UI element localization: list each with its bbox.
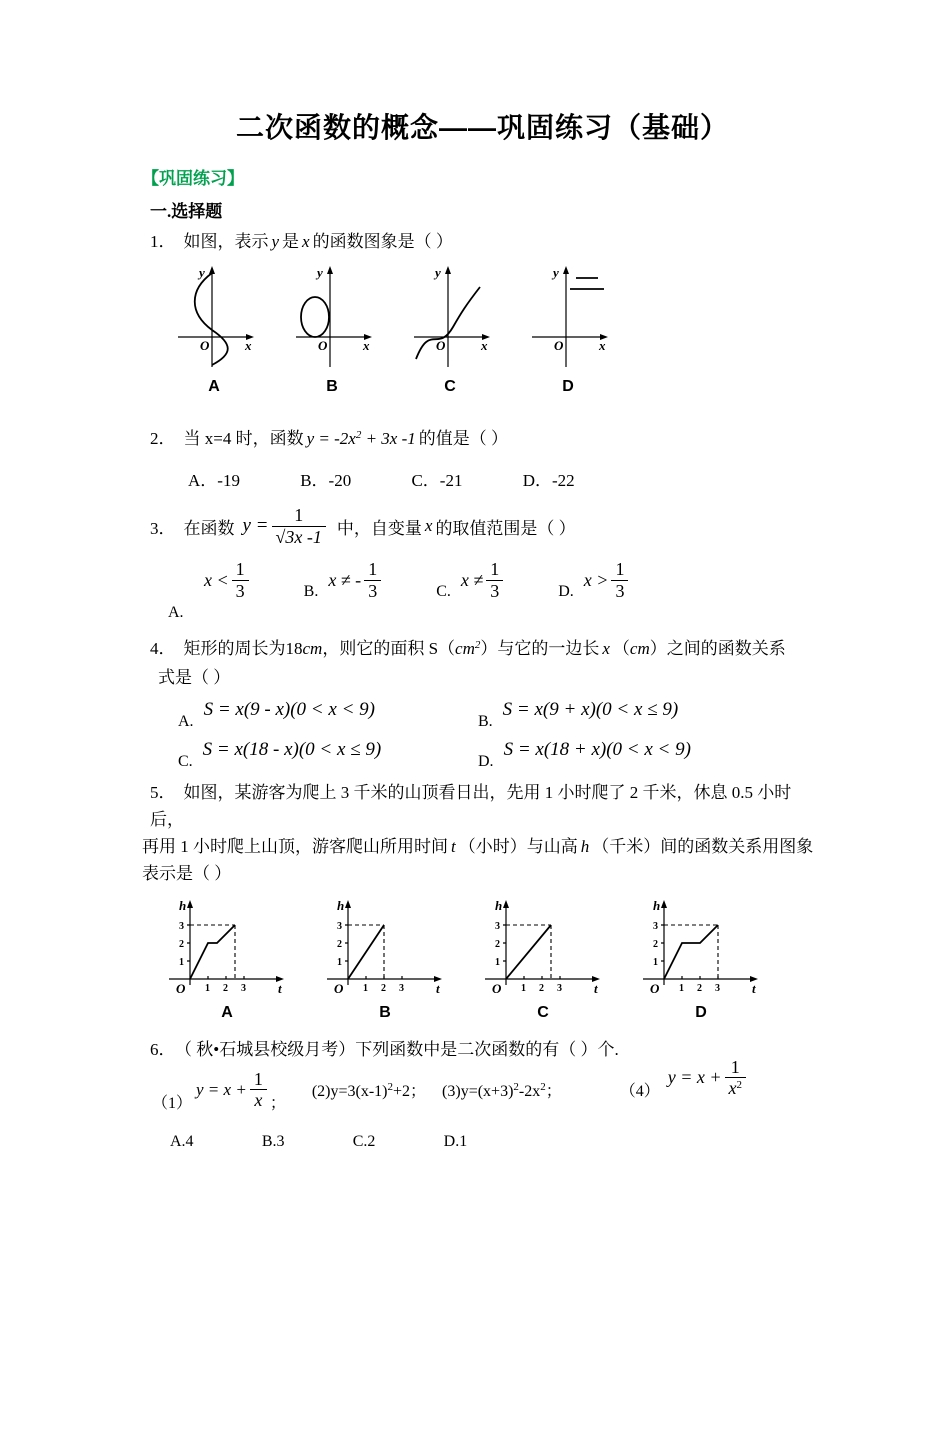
q3-option-d [558,559,631,601]
q4-option-c: C. S = x(18 - x)(0 < x ≤ 9) [178,738,382,770]
question-2-number: 2． [150,429,176,448]
q1-graph-c-label: C [444,378,456,395]
x-axis-label: x [245,338,252,353]
axis-tick-label: 3 [179,920,184,932]
q6-item4-fraction: $\frac{1}{x^2}$ [725,1057,747,1099]
t-axis-label: t [278,980,282,996]
q3-d-lhs: x > [583,570,609,591]
q4-unit-cm2-exponent: 2 [474,638,481,651]
q1-graph-b [290,263,374,371]
q1-graph-d-label: D [562,378,574,395]
h-axis-label: h [337,897,345,913]
q6-item4-formula: y = x + $\frac{1}{x^2}$ [668,1057,749,1099]
q5-line2-b: （小时）与山高 [458,836,578,856]
origin-label: O [334,980,344,996]
question-6-items [152,1056,825,1113]
radical-sign: √ [275,526,286,547]
q5-line3: 表示是（ ） [142,863,232,883]
axis-tick-label: 1 [363,982,368,994]
q2-option-d: D．-22 [522,471,575,490]
q6-item1-label: （1） [152,1095,193,1113]
q1-graph-b-label: B [326,378,338,395]
q1-graph-b-cell [290,263,374,396]
axis-tick-label: 2 [223,982,228,994]
q1-text-mid: 是 [282,232,300,251]
q3-a-lhs: x < [204,570,229,591]
question-4-options [178,698,825,770]
q6-option-b: B.3 [261,1133,285,1151]
q3-b-fraction: $\frac{1}{3}$ [364,559,381,601]
h-axis-label: h [653,897,661,913]
q1-var-x: x [302,232,310,251]
x-axis-label: x [599,338,606,353]
q3-frac-denominator [272,527,326,548]
q3-frac-numerator: 1 [272,505,326,527]
question-2-options [188,466,825,491]
q3-c-fraction: $\frac{1}{3}$ [486,559,503,601]
q4-option-b: B. S = x(9 + x)(0 < x ≤ 9) [478,698,679,730]
question-4-line1 [150,632,825,662]
axis-tick-label: 1 [205,982,210,994]
t-axis-label: t [752,980,756,996]
question-1-text [150,228,825,255]
q3-option-a-expression [204,559,252,601]
q5-line2 [142,833,825,860]
x-axis-label: x [481,338,488,353]
q3-text-pre: 在函数 [183,518,235,538]
q5-graph-c [482,897,604,997]
axis-tick-label: 3 [653,920,658,932]
question-6-number: 6． [150,1039,176,1059]
radicand: 3x -1 [285,526,322,547]
question-3-options [204,559,825,601]
q4-var-x: x [602,638,610,658]
q5-graph-a-cell [166,897,288,1022]
q2-formula-part2: + 3x -1 [361,429,416,448]
origin-label: O [436,338,446,353]
q5-line1 [150,779,825,833]
q1-graph-d [526,263,610,371]
axis-tick-label: 1 [521,982,526,994]
q2-formula [304,429,419,448]
axis-tick-label: 1 [679,982,684,994]
q1-graph-d-cell [526,263,610,396]
q5-graph-d-label: D [695,1003,707,1021]
axis-tick-label: 3 [557,982,562,994]
question-5-text [140,779,825,887]
axis-tick-label: 1 [653,956,658,968]
q3-text-post: 的取值范围是（ ） [435,518,576,538]
axis-tick-label: 1 [337,956,342,968]
axis-tick-label: 2 [697,982,702,994]
q6-item4-label: （4） [619,1083,660,1101]
q2-text-post: 的值是（ ） [418,429,509,448]
y-axis-label: y [553,265,559,280]
q5-graph-c-cell [482,897,604,1022]
t-axis-label: t [594,980,598,996]
q6-option-a: A.4 [170,1133,194,1151]
q1-graph-a [172,263,256,371]
axis-tick-label: 2 [337,938,342,950]
page-title: 二次函数的概念——巩固练习（基础） [235,112,729,143]
q3-formula-lhs: y = [242,515,269,537]
q1-text-pre: 如图，表示 [183,232,269,251]
q1-var-y: y [271,232,280,251]
question-5-graphs [166,897,825,1022]
axis-tick-label: 3 [399,982,404,994]
origin-label: O [554,338,564,353]
h-axis-label: h [179,897,187,913]
q1-text-post: 的函数图象是（ ） [312,232,453,251]
q6-item1-separator: ； [269,1095,286,1113]
q3-d-label: D. [558,582,574,600]
q5-graph-a [166,897,288,997]
axis-tick-label: 2 [179,938,184,950]
axis-tick-label: 3 [715,982,720,994]
q6-text: （ 秋•石城县校级月考）下列函数中是二次函数的有（ ）个. [183,1039,619,1059]
q5-graph-b-cell [324,897,446,1022]
axis-tick-label: 3 [337,920,342,932]
origin-label: O [650,980,660,996]
question-2-text [150,422,825,452]
axis-tick-label: 2 [381,982,386,994]
axis-tick-label: 2 [539,982,544,994]
q3-c-label: C. [436,582,451,600]
q3-a-fraction: $\frac{1}{3}$ [232,559,249,601]
q4-option-a: A. S = x(9 - x)(0 < x < 9) [178,698,375,730]
worksheet-page [0,106,950,1450]
axis-tick-label: 2 [495,938,500,950]
q6-option-c: C.2 [352,1133,376,1151]
q4-text-e: ）之间的函数关系 [649,638,786,658]
q3-option-c [436,559,506,601]
subsection-multiple-choice: 一.选择题 [150,202,223,221]
q2-formula-part1: y = -2x [306,429,356,448]
question-5-number: 5． [150,782,176,802]
question-4-number: 4． [150,638,176,658]
q1-graph-a-cell [172,263,256,396]
q5-line1-text: 如图，某游客为爬上 3 千米的山顶看日出，先用 1 小时爬了 2 千米，休息 0.5 小时后， [150,782,792,829]
q1-graph-a-label: A [208,378,220,395]
q5-var-h: h [580,836,590,856]
question-6-options [170,1131,825,1151]
q3-b-label: B. [303,582,319,600]
x-axis-label: x [363,338,370,353]
origin-label: O [318,338,328,353]
h-axis-label: h [495,897,503,913]
q2-formula-exponent: 2 [355,429,362,441]
q2-option-a: A．-19 [188,471,240,490]
question-3-text [150,505,825,547]
q6-option-d: D.1 [443,1133,468,1151]
q3-formula-fraction [272,505,326,547]
q4-unit-cm1: cm [302,638,323,658]
q5-graph-a-label: A [221,1003,233,1021]
section-header: 【巩固练习】 [142,169,244,188]
q2-option-b: B．-20 [300,471,352,490]
axis-tick-label: 3 [495,920,500,932]
q5-graph-b-label: B [379,1003,391,1021]
q3-formula [243,505,329,547]
q2-option-c: C．-21 [411,471,463,490]
question-1-graphs [172,263,825,396]
axis-tick-label: 1 [495,956,500,968]
q6-item3: $(3)y=(x+3)^2-2x^2$； [442,1081,562,1101]
q5-graph-c-label: C [537,1003,549,1021]
question-1-number: 1． [150,232,176,251]
q6-item1-fraction: $\frac{1}{x}$ [250,1069,267,1111]
q5-line2-c: （千米）间的函数关系用图象 [592,836,814,856]
t-axis-label: t [436,980,440,996]
y-axis-label: y [317,265,323,280]
origin-label: O [176,980,186,996]
axis-tick-label: 2 [653,938,658,950]
q4-unit-cm3: cm [629,638,650,658]
origin-label: O [492,980,502,996]
question-3-number: 3． [150,518,176,538]
question-4-line2: 式是（ ） [158,667,231,687]
q4-text-d: （ [612,638,630,658]
axis-tick-label: 3 [241,982,246,994]
q3-c-lhs: x ≠ [460,570,484,591]
q4-text-c: ）与它的一边长 [480,638,600,658]
y-axis-label: y [199,265,205,280]
q2-text-pre: 当 x=4 时，函数 [183,429,304,448]
q4-option-d: D. S = x(18 + x)(0 < x < 9) [478,738,691,770]
q3-d-fraction: $\frac{1}{3}$ [611,559,628,601]
q1-graph-c [408,263,492,371]
q3-text-mid: 中，自变量 [336,518,422,538]
q6-item1-lhs: y = x + [196,1079,247,1099]
q3-option-a-label: A. [168,603,184,621]
q5-graph-d [640,897,762,997]
q3-b-lhs: x ≠ - [328,570,362,591]
q5-graph-b [324,897,446,997]
q4-text-b: ，则它的面积 S（ [322,638,456,658]
origin-label: O [200,338,210,353]
q4-text-a: 矩形的周长为18 [183,638,303,658]
axis-tick-label: 1 [179,956,184,968]
q1-graph-c-cell [408,263,492,396]
q5-graph-d-cell [640,897,762,1022]
y-axis-label: y [435,265,441,280]
q4-unit-cm2: cm [455,638,475,658]
q5-line2-a: 再用 1 小时爬上山顶，游客爬山所用时间 [142,836,448,856]
q3-option-b [304,559,385,601]
q5-var-t: t [451,836,456,856]
q6-item2: $(2)y=3(x-1)^2+2$； [311,1081,427,1101]
q3-var-x: x [424,516,433,536]
